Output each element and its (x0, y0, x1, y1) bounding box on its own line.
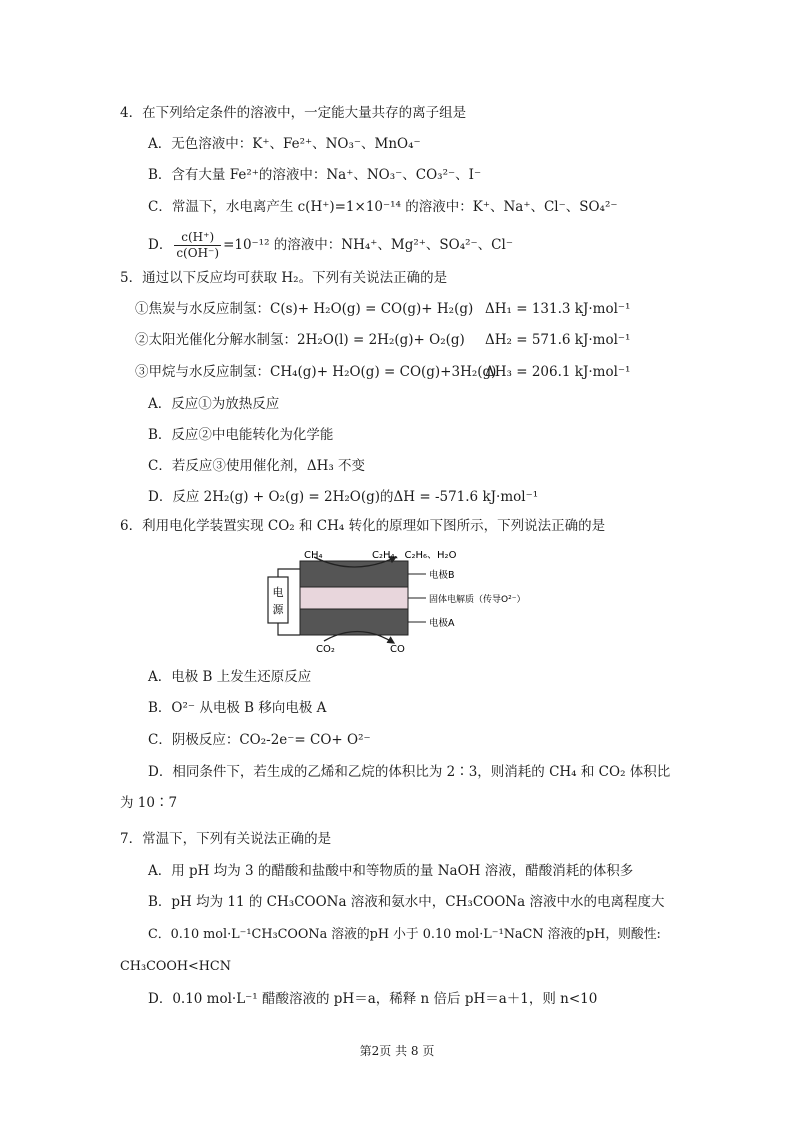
power-supply-box (268, 577, 288, 623)
ion-product-fraction (174, 230, 221, 261)
top-wire (278, 569, 300, 577)
q4-stem: 4．在下列给定条件的溶液中，一定能大量共存的离子组是 (120, 105, 467, 121)
electrode-b-label: 电极B (429, 570, 455, 581)
q6-option-a: A．电极 B 上发生还原反应 (148, 669, 312, 685)
electrolyte-label: 固体电解质（传导O²⁻） (429, 595, 526, 605)
q5-reaction-3 (135, 362, 631, 382)
electrode-a-label: 电极A (429, 618, 455, 629)
electrolyte-layer (300, 587, 408, 609)
q6-option-c: C．阴极反应：CO₂-2e⁻= CO+ O²⁻ (148, 732, 371, 748)
power-supply-label-1: 电 (272, 586, 284, 599)
q4-option-a: A．无色溶液中：K⁺、Fe²⁺、NO₃⁻、MnO₄⁻ (148, 136, 421, 152)
q6-option-d-line-2: 为 10∶7 (120, 795, 178, 811)
q4-option-d-suffix: =10⁻¹² 的溶液中：NH₄⁺、Mg²⁺、SO₄²⁻、Cl⁻ (223, 237, 513, 253)
reaction-2-enthalpy: ΔH₂ = 571.6 kJ·mol⁻¹ (485, 332, 631, 348)
reaction-1-equation: ①焦炭与水反应制氢：C(s)+ H₂O(g) = CO(g)+ H₂(g) (135, 301, 474, 317)
q7-stem: 7．常温下，下列有关说法正确的是 (120, 831, 332, 847)
power-supply-label-2: 源 (272, 603, 284, 616)
q5-reaction-2 (135, 330, 631, 350)
reaction-2-equation: ②太阳光催化分解水制氢：2H₂O(l) = 2H₂(g)+ O₂(g) (135, 332, 465, 348)
q4-option-d (148, 230, 513, 261)
co-label: CO (390, 644, 405, 655)
q5-option-a: A．反应①为放热反应 (148, 396, 280, 412)
q7-option-c-line-1: C．0.10 mol·L⁻¹CH₃COONa 溶液的pH 小于 0.10 mol·L⁻¹NaCN 溶液的pH，则酸性: (148, 927, 661, 942)
q5-stem: 5．通过以下反应均可获取 H₂。下列有关说法正确的是 (120, 270, 448, 286)
q4-option-b: B．含有大量 Fe²⁺的溶液中：Na⁺、NO₃⁻、CO₃²⁻、I⁻ (148, 167, 482, 183)
q7-option-d: D．0.10 mol·L⁻¹ 醋酸溶液的 pH＝a，稀释 n 倍后 pH＝a＋1，则 n<10 (148, 991, 598, 1007)
q4-option-c: C．常温下，水电离产生 c(H⁺)=1×10⁻¹⁴ 的溶液中：K⁺、Na⁺、Cl⁻、SO₄²⁻ (148, 199, 618, 215)
q7-option-a: A．用 pH 均为 3 的醋酸和盐酸中和等物质的量 NaOH 溶液，醋酸消耗的体积多 (148, 863, 634, 879)
q5-option-d: D．反应 2H₂(g) + O₂(g) = 2H₂O(g)的ΔH = -571.6 kJ·mol⁻¹ (148, 489, 539, 505)
reaction-3-equation: ③甲烷与水反应制氢：CH₄(g)+ H₂O(g) = CO(g)+3H₂(g) (135, 364, 497, 380)
ch4-label: CH₄ (304, 550, 323, 561)
fraction-numerator: c(H⁺) (174, 230, 221, 246)
q5-option-b: B．反应②中电能转化为化学能 (148, 427, 334, 443)
bottom-wire (278, 623, 300, 635)
q4-option-d-prefix: D． (148, 237, 173, 253)
q5-option-c: C．若反应③使用催化剂，ΔH₃ 不变 (148, 458, 366, 474)
products-label: C₂H₄、C₂H₆、H₂O (372, 550, 457, 561)
fraction-denominator: c(OH⁻) (176, 246, 220, 260)
q6-option-b: B．O²⁻ 从电极 B 移向电极 A (148, 700, 327, 716)
co2-label: CO₂ (316, 644, 335, 655)
q6-stem: 6．利用电化学装置实现 CO₂ 和 CH₄ 转化的原理如下图所示，下列说法正确的是 (120, 518, 606, 534)
q6-option-d-line-1: D．相同条件下，若生成的乙烯和乙烷的体积比为 2∶3，则消耗的 CH₄ 和 CO₂ 体积比 (148, 764, 671, 780)
q7-option-c-line-2: CH₃COOH<HCN (120, 959, 231, 974)
q5-reaction-1 (135, 299, 631, 319)
page-footer: 第2页 共 8 页 (359, 1044, 435, 1058)
reaction-3-enthalpy: ΔH₃ = 206.1 kJ·mol⁻¹ (485, 364, 631, 380)
electrochemical-cell-figure (264, 547, 564, 657)
reaction-1-enthalpy: ΔH₁ = 131.3 kJ·mol⁻¹ (485, 301, 631, 317)
electrode-b-layer (300, 561, 408, 587)
q7-option-b: B．pH 均为 11 的 CH₃COONa 溶液和氨水中，CH₃COONa 溶液中水的电离程度大 (148, 894, 665, 910)
